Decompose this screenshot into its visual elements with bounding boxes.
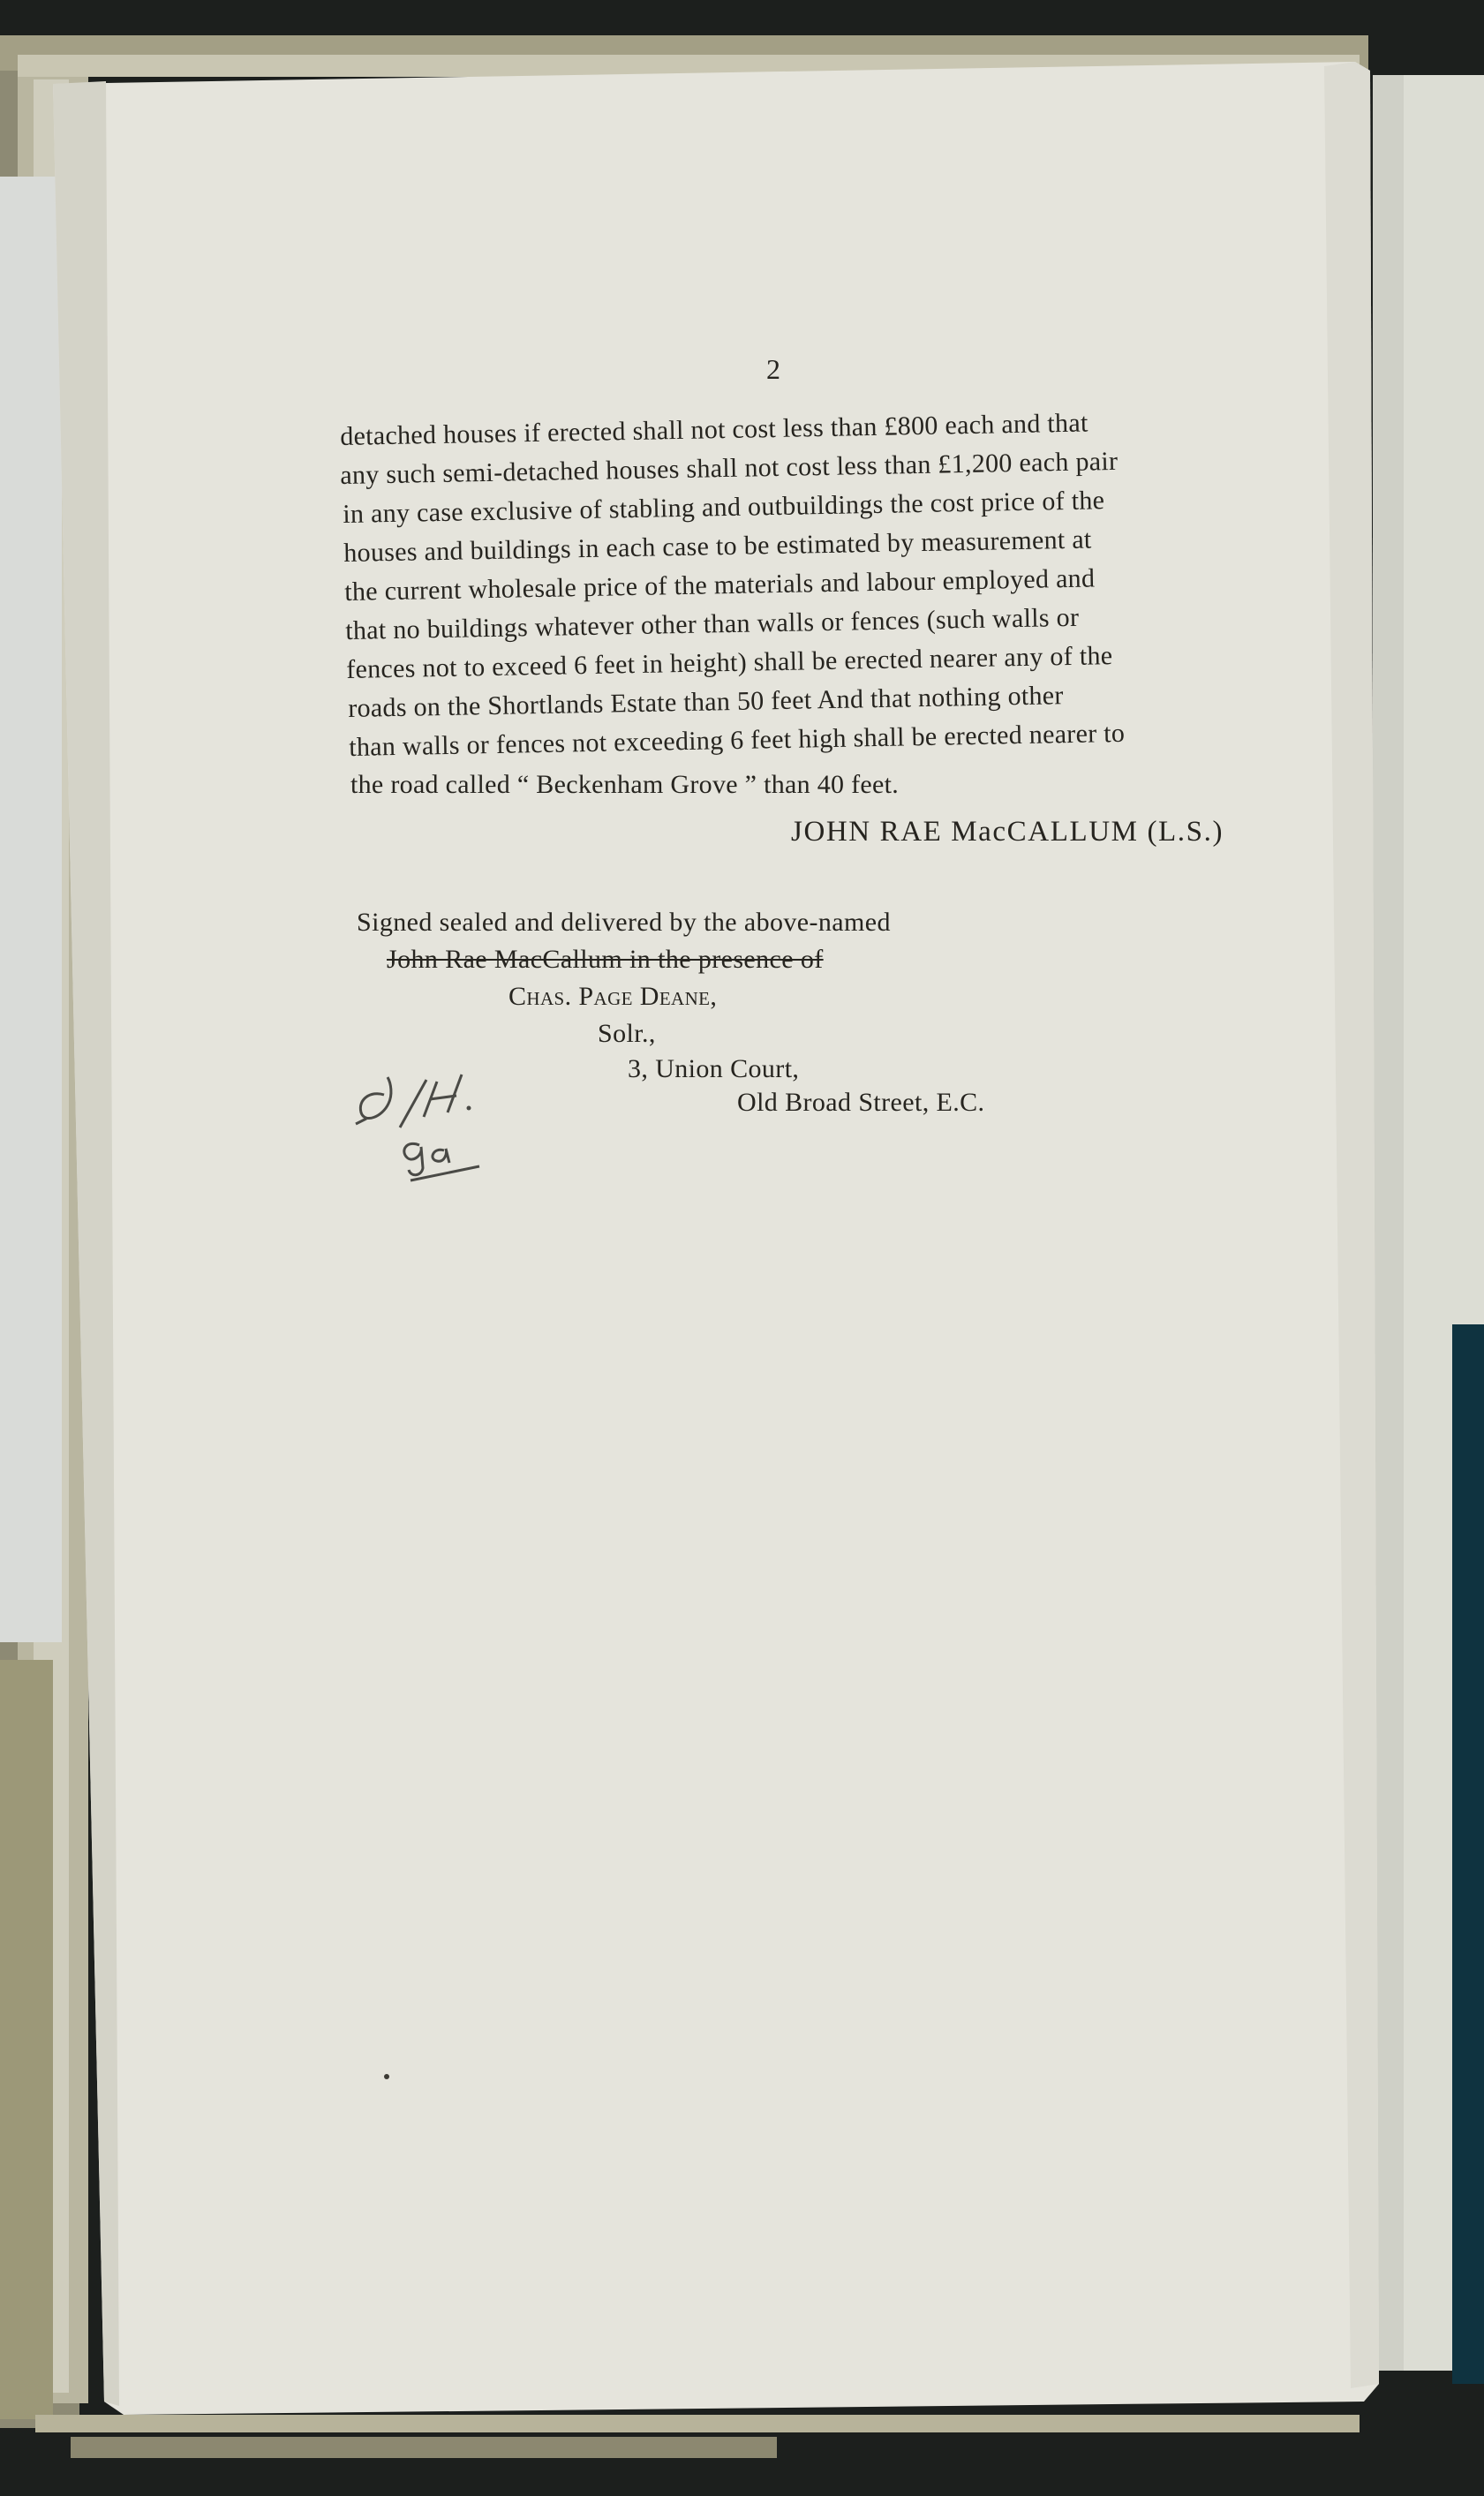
page-number: 2 [766,353,780,385]
witness-name: Chas. Page Deane, [508,982,718,1011]
handwritten-initials [349,1064,499,1196]
struck-through-text: John Rae MacCallum in the presence of [387,945,824,974]
witness-title: Solr., [598,1019,656,1048]
deed-line: in any case exclusive of stabling and outbuildings the cost price of the [343,486,1105,529]
deed-line: than walls or fences not exceeding 6 feet high shall be erected nearer to [349,718,1126,762]
deed-line: the current wholesale price of the materials and labour employed and [344,563,1096,607]
signatory-name: JOHN RAE MacCALLUM (L.S.) [791,816,1224,848]
deed-line: houses and buildings in each case to be estimated by measurement at [343,524,1092,568]
witness-address-line: 3, Union Court, [628,1054,800,1083]
witness-address-line: Old Broad Street, E.C. [737,1088,985,1117]
deed-line: any such semi-detached houses shall not cost less than £1,200 each pair [340,446,1119,490]
deed-line: roads on the Shortlands Estate than 50 feet And that nothing other [348,681,1064,723]
deed-line: that no buildings whatever other than walls or fences (such walls or [345,602,1080,645]
attestation-clause: Signed sealed and delivered by the above-named [357,908,891,937]
deed-line: fences not to exceed 6 feet in height) shall be erected nearer any of the [346,641,1113,684]
deed-line: the road called “ Beckenham Grove ” than 40 feet. [350,770,900,799]
deed-line: detached houses if erected shall not cost less than £800 each and that [340,408,1089,451]
